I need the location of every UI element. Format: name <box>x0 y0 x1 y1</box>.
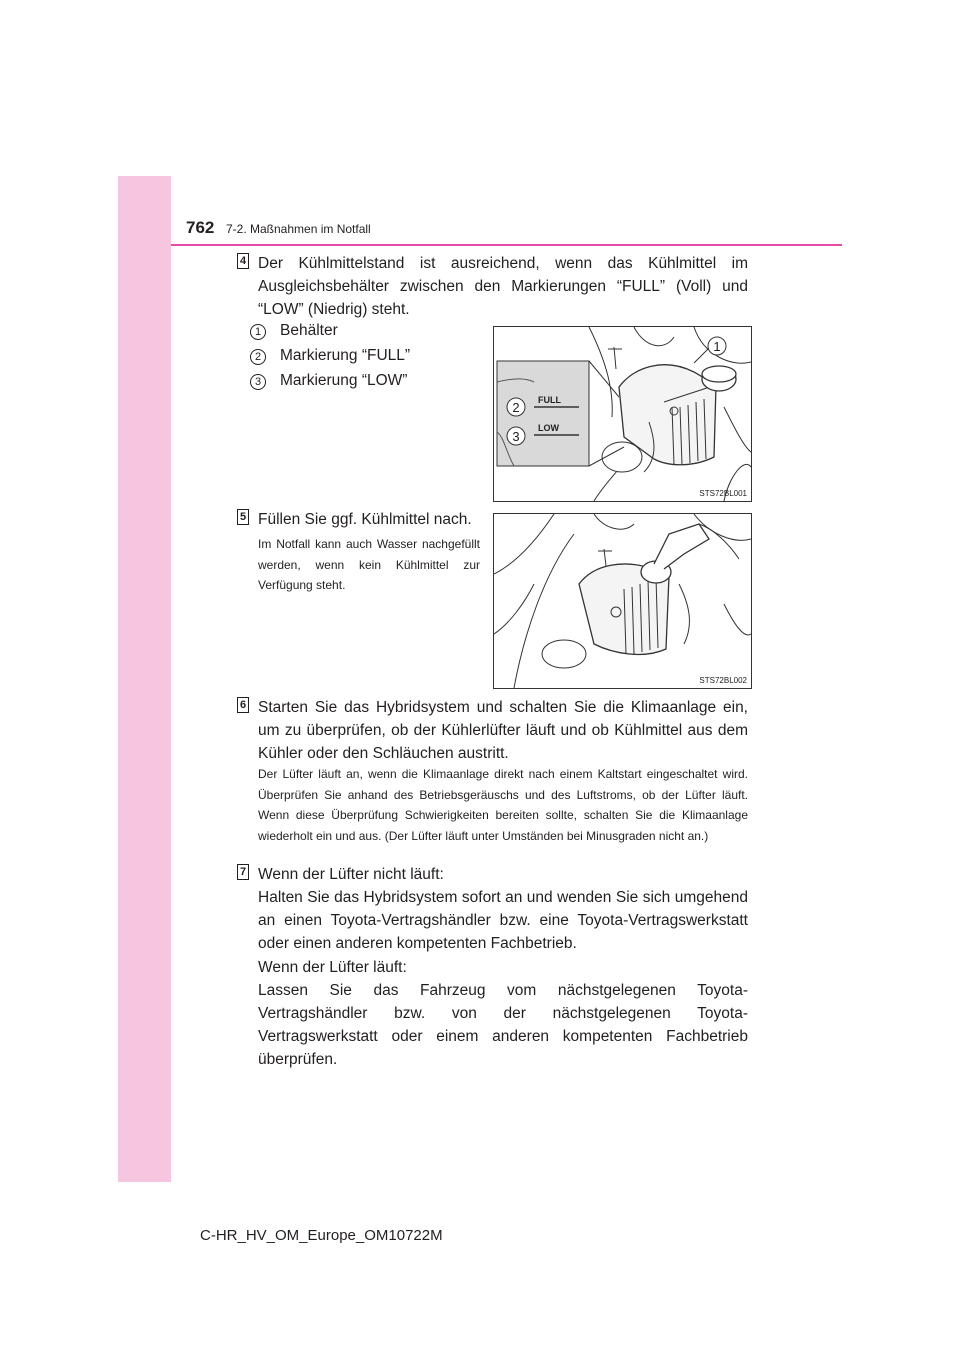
figure-code-2: STS72BL002 <box>699 676 747 685</box>
callout-label-3: Markierung “LOW” <box>280 372 408 389</box>
figure-callout-3 <box>507 427 525 445</box>
refill-illustration <box>494 514 751 688</box>
footer-doc-id: C-HR_HV_OM_Europe_OM10722M <box>200 1227 443 1244</box>
callout-badge-1: 1 <box>250 324 266 340</box>
callout-label-1: Behälter <box>280 322 338 339</box>
svg-text:3: 3 <box>512 429 520 444</box>
page-number: 762 <box>186 218 215 237</box>
step-6-text: Starten Sie das Hybridsystem und schalten Sie die Klimaanlage ein, um zu überprüfen, ob der Kühlerlüfter läuft und ob Kühlmittel aus dem Kühler oder den Schläuchen austritt. <box>258 699 748 762</box>
full-mark-label: FULL <box>538 395 561 405</box>
step-4-text: Der Kühlmittelstand ist ausreichend, wenn das Kühlmittel im Ausgleichsbehälter zwischen den Markierungen “FULL” (Voll) und “LOW” (Niedrig) steht. <box>258 255 748 318</box>
step-badge-5: 5 <box>237 509 249 525</box>
step-5-note: Im Notfall kann auch Wasser nachgefüllt werden, wenn kein Kühlmittel zur Verfügung steht. <box>258 537 480 592</box>
low-mark-label: LOW <box>538 423 559 433</box>
callout-badge-2: 2 <box>250 349 266 365</box>
step-badge-6: 6 <box>237 697 249 713</box>
figure-callout-1 <box>694 337 726 363</box>
step-7-case2-text: Lassen Sie das Fahrzeug vom nächstgelegenen Toyota-Vertragshändler bzw. von der nächstgelegenen Toyota-Vertragswerkstatt oder einem anderen kompetenten Fachbetrieb überprüfen. <box>258 982 748 1068</box>
svg-text:2: 2 <box>512 400 520 415</box>
step-badge-4: 4 <box>237 253 249 269</box>
reservoir-illustration <box>494 327 751 501</box>
step-6-note: Der Lüfter läuft an, wenn die Klimaanlage direkt nach einem Kaltstart eingeschaltet wird. Überprüfen Sie anhand des Betriebsgeräuschs und des Luftstroms, ob der Lüfter läuft. Wenn diese Überprüfung Schwierigkeiten bereiten sollte, schalten Sie die Klimaanlage wiederholt ein und aus. (Der Lüfter läuft unter Umständen bei Minusgraden nicht an.) <box>258 767 748 843</box>
step-badge-7: 7 <box>237 864 249 880</box>
figure-coolant-refill <box>493 513 752 689</box>
section-title: 7-2. Maßnahmen im Notfall <box>226 222 371 236</box>
figure-code-1: STS72BL001 <box>699 489 747 498</box>
chapter-sidebar <box>118 176 171 1182</box>
step-5-text: Füllen Sie ggf. Kühlmittel nach. <box>258 511 472 528</box>
header-rule <box>171 244 842 246</box>
svg-text:1: 1 <box>713 339 721 354</box>
figure-reservoir-markings <box>493 326 752 502</box>
callout-badge-3: 3 <box>250 374 266 390</box>
step-7-case1-title: Wenn der Lüfter nicht läuft: <box>258 866 444 883</box>
step-7-case2-title: Wenn der Lüfter läuft: <box>258 959 407 976</box>
figure-callout-2 <box>507 398 525 416</box>
step-7-case1-text: Halten Sie das Hybridsystem sofort an und wenden Sie sich umgehend an einen Toyota-Vertragshändler bzw. eine Toyota-Vertragswerkstatt oder einen anderen kompetenten Fachbetrieb. <box>258 889 748 952</box>
callout-label-2: Markierung “FULL” <box>280 347 411 364</box>
